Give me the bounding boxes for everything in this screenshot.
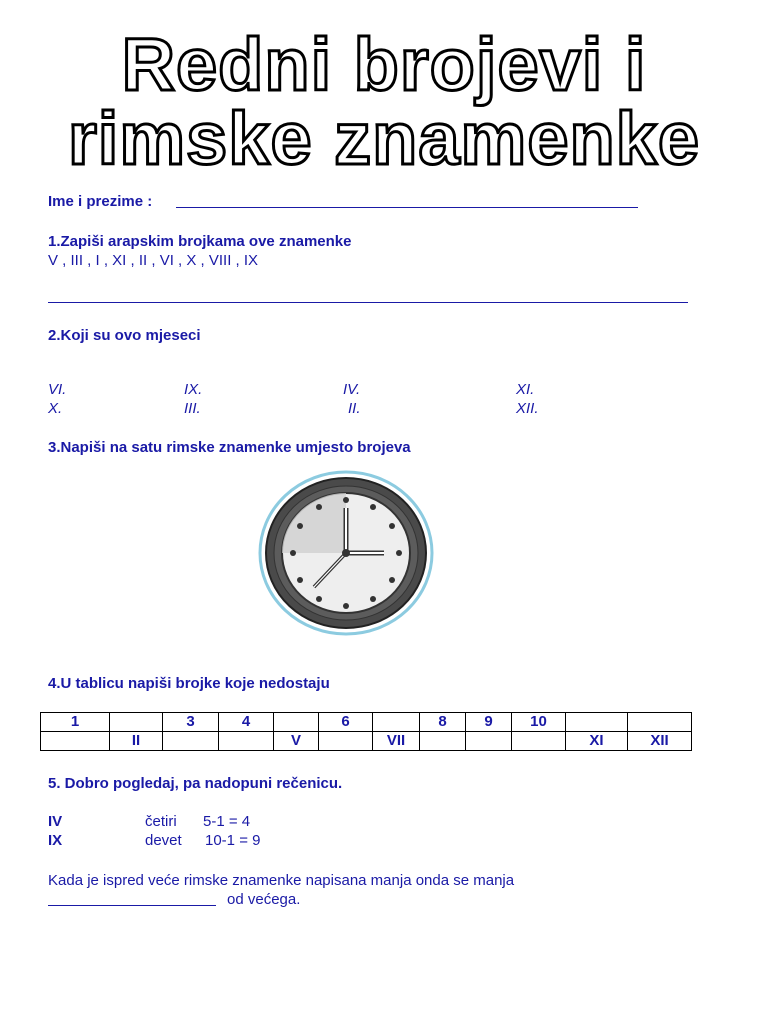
table-cell: 1 [41,713,110,732]
table-cell: 10 [512,713,566,732]
table-row [41,732,692,751]
month-numeral: III. [184,400,201,417]
table-cell-blank[interactable] [41,732,110,751]
table-cell-blank[interactable] [420,732,466,751]
numbers-table [40,712,692,751]
task3-heading: 3.Napiši na satu rimske znamenke umjesto brojeva [48,439,411,456]
task1-heading: 1.Zapiši arapskim brojkama ove znamenke [48,233,352,250]
table-cell: 9 [466,713,512,732]
table-cell: 3 [163,713,219,732]
table-cell-blank[interactable] [319,732,373,751]
month-numeral: XI. [516,381,535,398]
title-line-1: Redni brojevi i [121,23,647,106]
task5-sentence-part1: Kada je ispred veće rimske znamenke napisana manja onda se manja [48,872,515,889]
month-numeral: VI. [48,381,67,398]
table-cell-blank[interactable] [274,713,319,732]
example-calculation: 10-1 = 9 [205,832,261,849]
month-numeral: XII. [516,400,539,417]
table-cell-blank[interactable] [163,732,219,751]
table-cell: 6 [319,713,373,732]
table-cell-blank[interactable] [512,732,566,751]
table-cell: XI [566,732,628,751]
example-calculation: 5-1 = 4 [203,813,251,830]
table-cell: XII [628,732,692,751]
table-cell-blank[interactable] [110,713,163,732]
table-cell: 4 [219,713,274,732]
task5-answer-line[interactable] [48,905,216,906]
analog-clock-icon [258,470,434,636]
month-numeral: IX. [184,381,203,398]
table-cell-blank[interactable] [466,732,512,751]
table-cell-blank[interactable] [628,713,692,732]
month-numeral: IV. [343,381,361,398]
task5-sentence-part2: od većega. [227,891,301,908]
example-numeral: IX [48,832,63,849]
table-cell-blank[interactable] [219,732,274,751]
name-answer-line[interactable] [176,207,638,208]
table-row [41,713,692,732]
name-label: Ime i prezime : [48,193,153,210]
table-cell: II [110,732,163,751]
table-cell: VII [373,732,420,751]
table-cell-blank[interactable] [566,713,628,732]
task1-numerals: V , III , I , XI , II , VI , X , VIII , IX [48,252,259,269]
example-numeral: IV [48,813,63,830]
task5-heading: 5. Dobro pogledaj, pa nadopuni rečenicu. [48,775,343,792]
table-cell: V [274,732,319,751]
month-numeral: II. [348,400,361,417]
task1-answer-line[interactable] [48,302,688,303]
example-word: devet [145,832,182,849]
example-word: četiri [145,813,177,830]
table-cell: 8 [420,713,466,732]
task4-heading: 4.U tablicu napiši brojke koje nedostaju [48,675,330,692]
title-line-2: rimske znamenke [67,97,700,180]
table-cell-blank[interactable] [373,713,420,732]
month-numeral: X. [48,400,63,417]
task2-heading: 2.Koji su ovo mjeseci [48,327,201,344]
